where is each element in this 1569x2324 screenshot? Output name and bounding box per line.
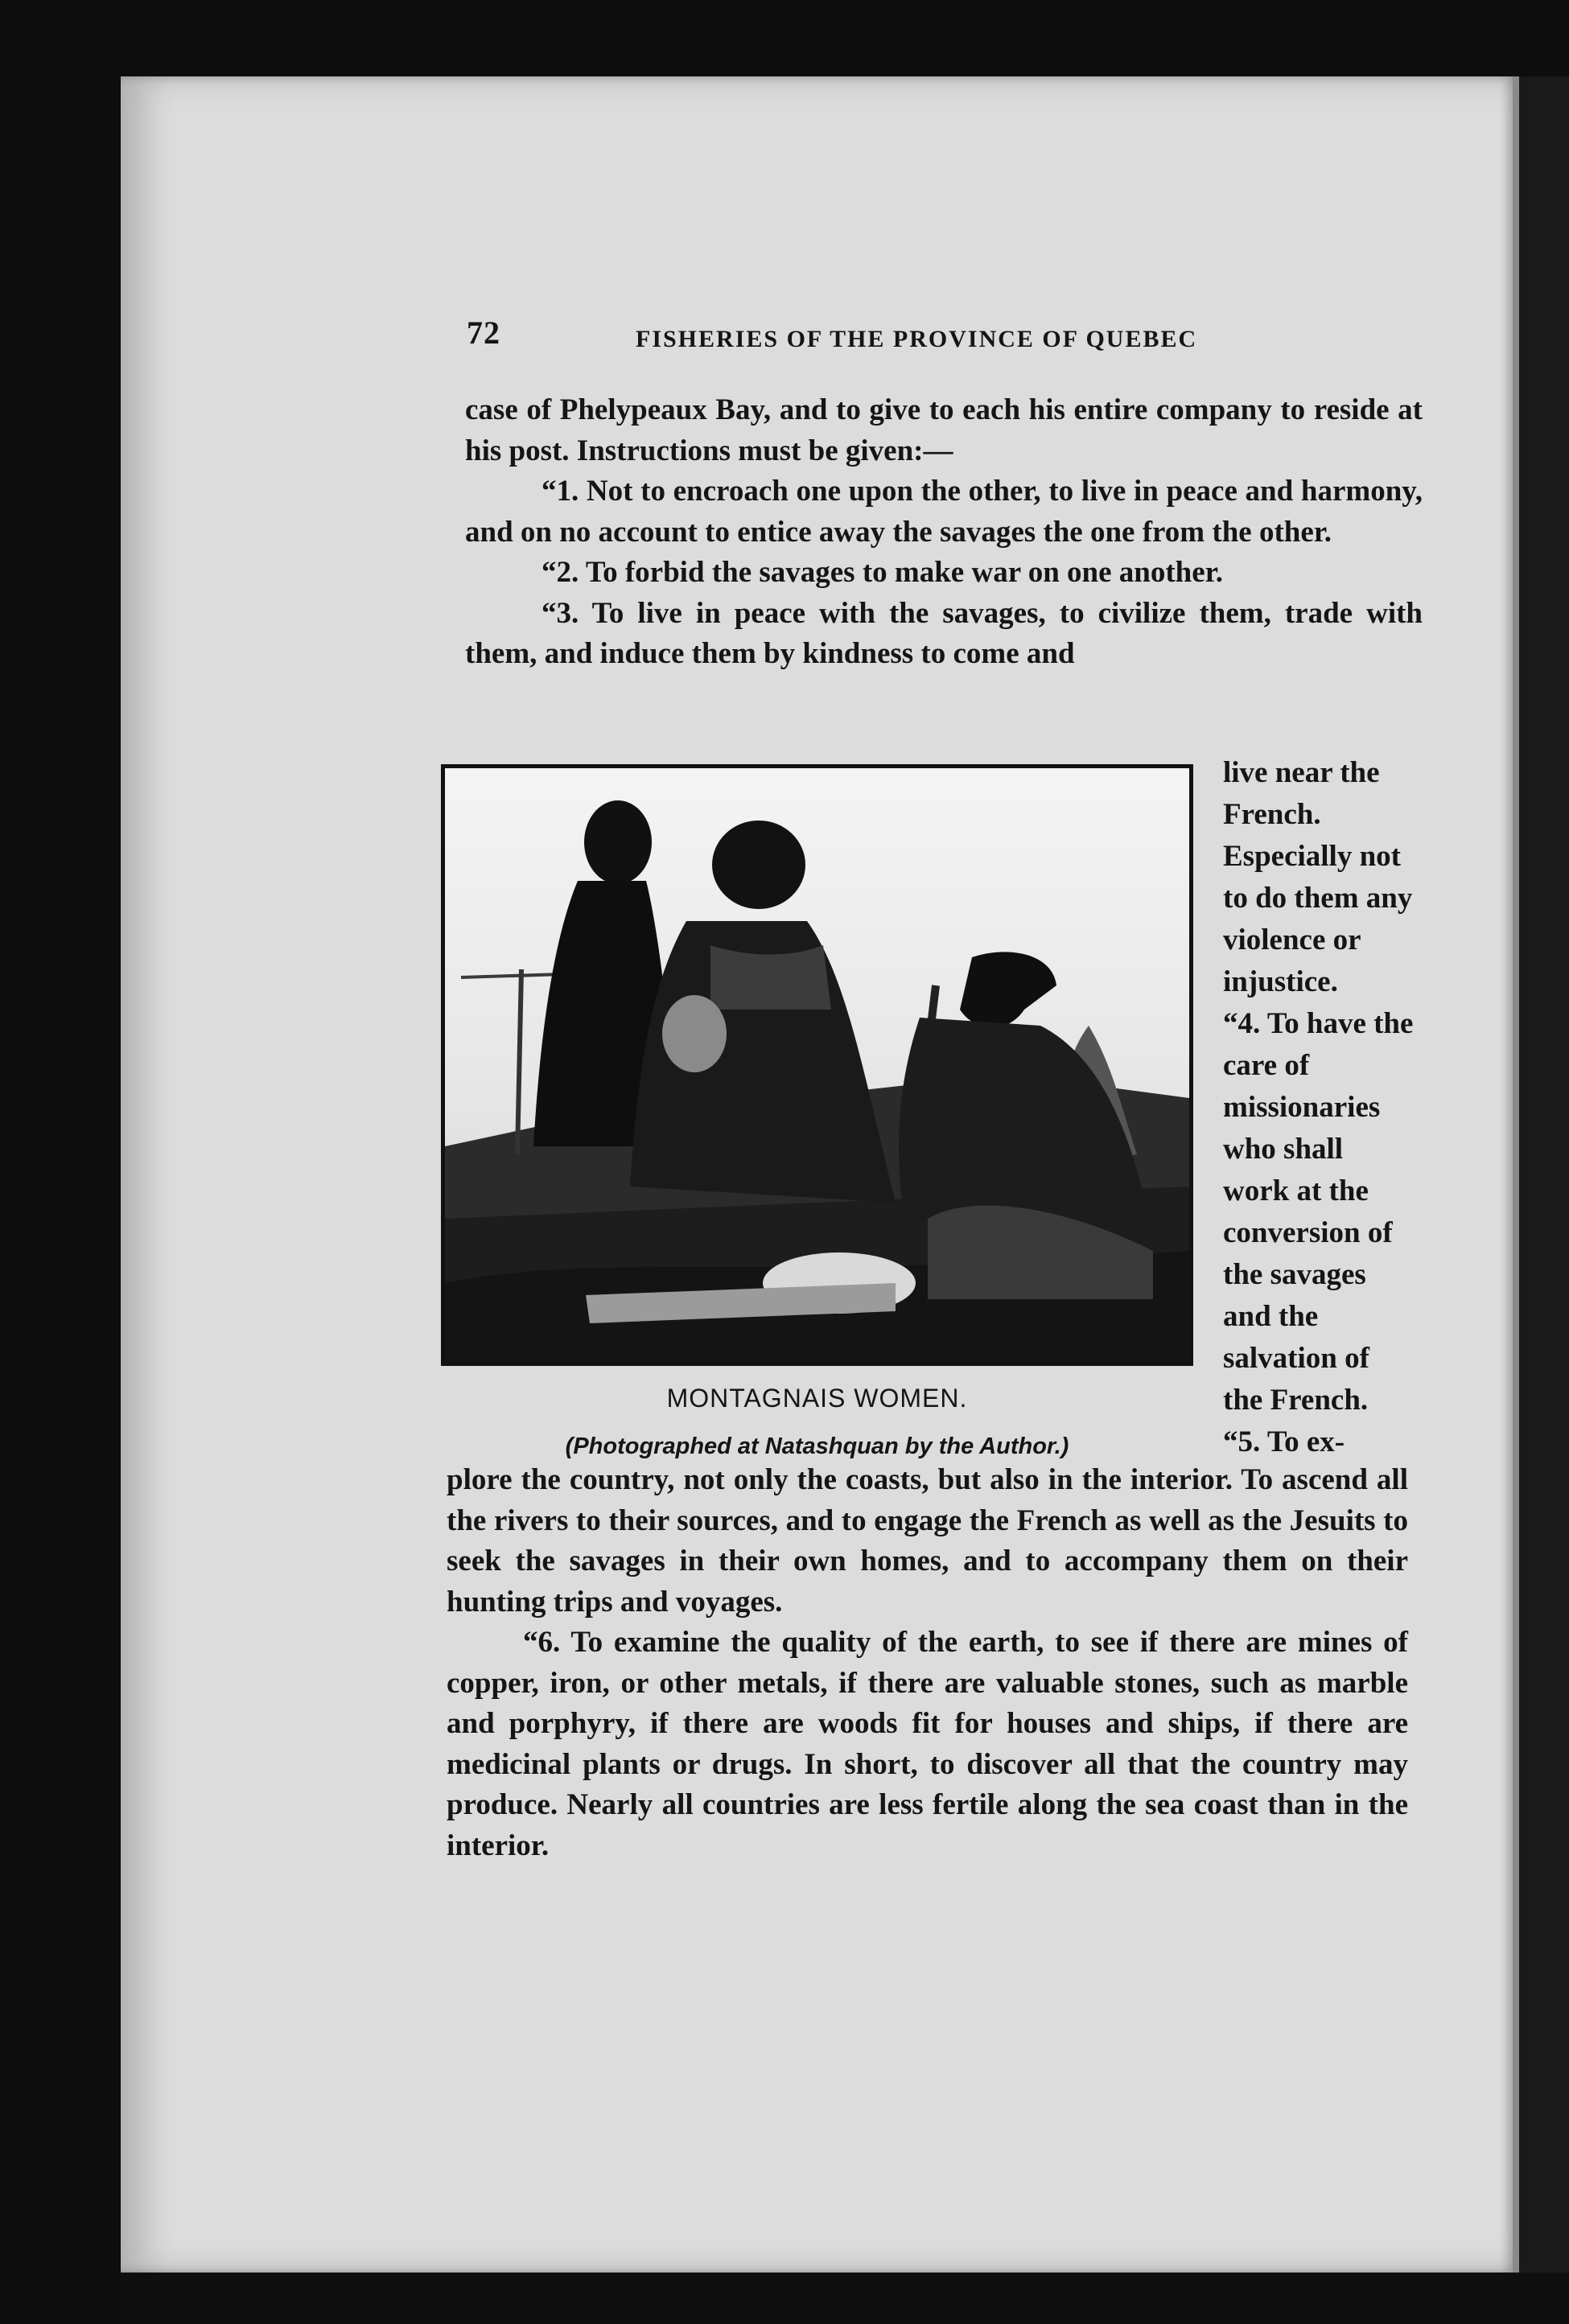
paragraph: “5. To ex- bbox=[1223, 1425, 1345, 1458]
paragraph: plore the country, not only the coasts, but also in the interior. To ascend all the rivers to their sources, and to engage the French as well as the Jesuits to seek the savages in their own homes, and to accompany them on their hunting trips and voyages. bbox=[447, 1463, 1408, 1619]
paragraph: case of Phelypeaux Bay, and to give to each his entire company to reside at his post. Instructions must be given:— bbox=[465, 393, 1423, 467]
running-title: FISHERIES OF THE PROVINCE OF QUEBEC bbox=[636, 326, 1198, 352]
figure-caption: MONTAGNAIS WOMEN. bbox=[666, 1384, 968, 1413]
body-text-bottom bbox=[447, 1460, 1408, 1866]
paragraph: “4. To have the care of missionaries who shall work at the conversion of the savages and the salvation of the French. bbox=[1223, 1007, 1414, 1417]
paragraph: live near the French. Especially not to do them any violence or injustice. bbox=[1223, 756, 1413, 998]
paragraph: “6. To examine the quality of the earth, to see if there are mines of copper, iron, or other metals, if there are valuable stones, such as marble and porphyry, if there are woods fit for houses and ships, if there are medicinal plants or drugs. In short, to discover all that the country may produce. Nearly all countries are less fertile along the sea coast than in the interior. bbox=[447, 1626, 1408, 1862]
paragraph: “2. To forbid the savages to make war on one another. bbox=[542, 556, 1223, 589]
body-text-side bbox=[1223, 752, 1416, 1463]
figure-credit: (Photographed at Natashquan by the Author.) bbox=[565, 1433, 1069, 1459]
page-number: 72 bbox=[467, 315, 500, 351]
paragraph: “1. Not to encroach one upon the other, to live in peace and harmony, and on no account to entice away the savages the one from the other. bbox=[465, 475, 1423, 549]
paragraph: “3. To live in peace with the savages, to civilize them, trade with them, and induce them by kindness to come and bbox=[465, 596, 1423, 670]
body-text-top bbox=[465, 390, 1423, 675]
photo-image bbox=[445, 768, 1189, 1362]
scan-edge-bottom bbox=[121, 2273, 1569, 2324]
photograph bbox=[441, 764, 1193, 1366]
scan-edge-right bbox=[1513, 76, 1569, 2273]
